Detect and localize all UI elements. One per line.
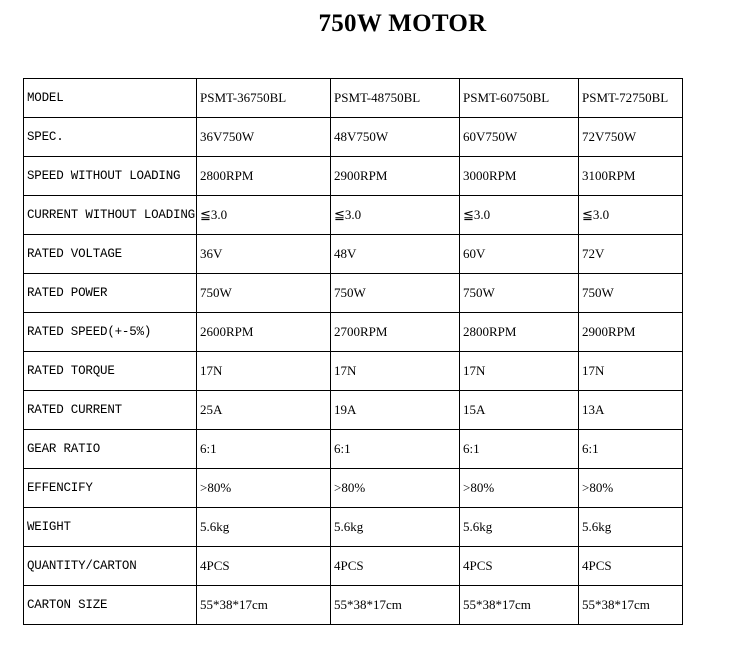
row-label: GEAR RATIO: [24, 430, 197, 469]
table-cell: 60V750W: [460, 118, 579, 157]
table-cell: 36V: [197, 235, 331, 274]
table-cell: 5.6kg: [460, 508, 579, 547]
table-cell: 25A: [197, 391, 331, 430]
table-cell: PSMT-60750BL: [460, 79, 579, 118]
table-cell: >80%: [460, 469, 579, 508]
spec-table: [23, 78, 683, 625]
table-cell: 2700RPM: [331, 313, 460, 352]
table-cell: 17N: [579, 352, 683, 391]
table-cell: 36V750W: [197, 118, 331, 157]
table-row: [24, 118, 683, 157]
table-cell: 2900RPM: [579, 313, 683, 352]
table-cell: 4PCS: [331, 547, 460, 586]
table-cell: 17N: [460, 352, 579, 391]
table-row: [24, 508, 683, 547]
table-cell: 60V: [460, 235, 579, 274]
row-label: RATED TORQUE: [24, 352, 197, 391]
row-label: RATED SPEED(+-5%): [24, 313, 197, 352]
row-label: QUANTITY/CARTON: [24, 547, 197, 586]
table-row: [24, 352, 683, 391]
table-cell: 6:1: [331, 430, 460, 469]
table-row: [24, 547, 683, 586]
table-cell: >80%: [331, 469, 460, 508]
table-row: [24, 313, 683, 352]
table-cell: 5.6kg: [331, 508, 460, 547]
row-label: CURRENT WITHOUT LOADING: [24, 196, 197, 235]
table-cell: 3000RPM: [460, 157, 579, 196]
table-row: [24, 586, 683, 625]
table-cell: 13A: [579, 391, 683, 430]
table-cell: 48V: [331, 235, 460, 274]
table-cell: 2600RPM: [197, 313, 331, 352]
table-cell: 4PCS: [460, 547, 579, 586]
table-cell: 6:1: [197, 430, 331, 469]
table-cell: 19A: [331, 391, 460, 430]
table-cell: 48V750W: [331, 118, 460, 157]
row-label: EFFENCIFY: [24, 469, 197, 508]
table-cell: 4PCS: [197, 547, 331, 586]
table-row: [24, 79, 683, 118]
row-label: CARTON SIZE: [24, 586, 197, 625]
table-cell: 750W: [331, 274, 460, 313]
table-row: [24, 274, 683, 313]
table-cell: 6:1: [460, 430, 579, 469]
table-cell: 17N: [331, 352, 460, 391]
row-label: RATED VOLTAGE: [24, 235, 197, 274]
table-cell: 15A: [460, 391, 579, 430]
table-row: [24, 196, 683, 235]
table-cell: 5.6kg: [197, 508, 331, 547]
row-label: MODEL: [24, 79, 197, 118]
table-cell: 2900RPM: [331, 157, 460, 196]
table-cell: 2800RPM: [460, 313, 579, 352]
table-cell: >80%: [197, 469, 331, 508]
table-cell: 750W: [579, 274, 683, 313]
row-label: SPEC.: [24, 118, 197, 157]
table-cell: PSMT-48750BL: [331, 79, 460, 118]
table-cell: 72V750W: [579, 118, 683, 157]
table-cell: ≦3.0: [197, 196, 331, 235]
table-row: [24, 235, 683, 274]
table-cell: 750W: [460, 274, 579, 313]
table-cell: 4PCS: [579, 547, 683, 586]
table-cell: 72V: [579, 235, 683, 274]
row-label: RATED POWER: [24, 274, 197, 313]
row-label: WEIGHT: [24, 508, 197, 547]
table-cell: 55*38*17cm: [579, 586, 683, 625]
spec-table-body: [24, 79, 683, 625]
table-cell: ≦3.0: [579, 196, 683, 235]
row-label: RATED CURRENT: [24, 391, 197, 430]
table-cell: 17N: [197, 352, 331, 391]
table-cell: 6:1: [579, 430, 683, 469]
table-cell: 3100RPM: [579, 157, 683, 196]
table-cell: >80%: [579, 469, 683, 508]
table-row: [24, 157, 683, 196]
table-cell: 55*38*17cm: [197, 586, 331, 625]
table-cell: 5.6kg: [579, 508, 683, 547]
table-row: [24, 430, 683, 469]
table-cell: 55*38*17cm: [331, 586, 460, 625]
table-cell: ≦3.0: [460, 196, 579, 235]
table-cell: 55*38*17cm: [460, 586, 579, 625]
table-cell: ≦3.0: [331, 196, 460, 235]
table-cell: 2800RPM: [197, 157, 331, 196]
table-cell: PSMT-36750BL: [197, 79, 331, 118]
table-cell: PSMT-72750BL: [579, 79, 683, 118]
row-label: SPEED WITHOUT LOADING: [24, 157, 197, 196]
table-cell: 750W: [197, 274, 331, 313]
table-row: [24, 469, 683, 508]
page-title: 750W MOTOR: [318, 10, 487, 37]
table-row: [24, 391, 683, 430]
